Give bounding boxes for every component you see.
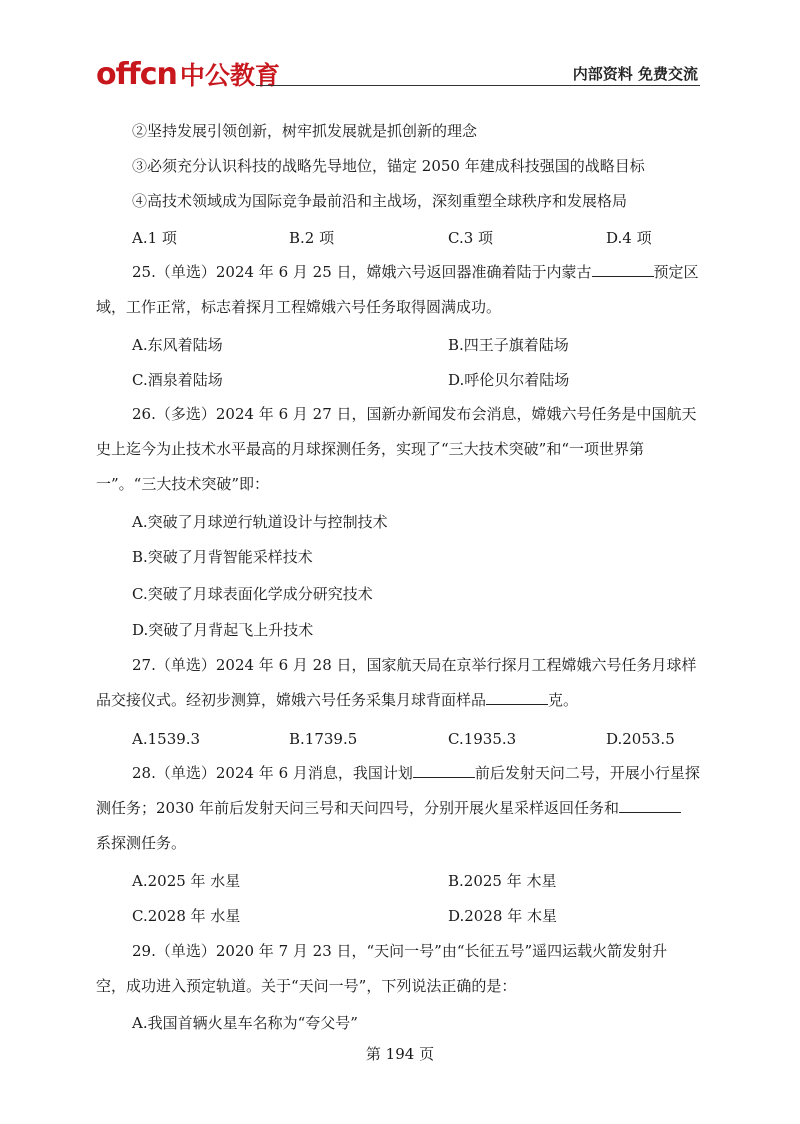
question-28-stem: 28.（单选）2024 年 6 月消息，我国计划: [132, 764, 413, 782]
question-26-line-2: 史上迄今为止技术水平最高的月球探测任务，实现了“三大技术突破”和“一项世界第: [96, 440, 645, 458]
question-27-stem: 品交接仪式。经初步测算，嫦娥六号任务采集月球背面样品: [96, 691, 487, 709]
question-25-line-2: 域，工作正常，标志着探月工程嫦娥六号任务取得圆满成功。: [96, 298, 502, 316]
fill-blank: [486, 690, 548, 705]
question-25-stem: 25.（单选）2024 年 6 月 25 日，嫦娥六号返回器准确着陆于内蒙古: [132, 263, 592, 281]
header-rule: [256, 85, 700, 86]
q27-option-a: A.1539.3: [132, 730, 201, 748]
q27-option-d: D.2053.5: [606, 730, 675, 748]
question-29-line-2: 空，成功进入预定轨道。关于“天问一号”，下列说法正确的是：: [96, 977, 517, 995]
fill-blank: [619, 798, 681, 813]
page-header: [96, 56, 700, 90]
q28-option-c: C.2028 年 水星: [132, 907, 241, 925]
page-number: 第 194 页: [365, 1045, 435, 1063]
statement-3: ③必须充分认识科技的战略先导地位，锚定 2050 年建成科技强国的战略目标: [132, 157, 645, 175]
question-26-line-1: 26.（多选）2024 年 6 月 27 日，国新办新闻发布会消息，嫦娥六号任务是中国航天: [132, 405, 697, 423]
question-28-line-2: [96, 798, 681, 818]
q25-option-d: D.呼伦贝尔着陆场: [448, 371, 570, 389]
question-25-line-1: [132, 262, 699, 282]
q26-option-c: C.突破了月球表面化学成分研究技术: [132, 585, 373, 603]
statement-4: ④高技术领域成为国际竞争最前沿和主战场，深刻重塑全球秩序和发展格局: [132, 192, 628, 210]
q28-option-b: B.2025 年 木星: [448, 872, 557, 890]
statement-2: ②坚持发展引领创新，树牢抓发展就是抓创新的理念: [132, 122, 478, 140]
option-d: D.4 项: [606, 229, 652, 247]
option-a: A.1 项: [132, 229, 177, 247]
fill-blank: [592, 262, 654, 277]
question-26-line-3: 一”。“三大技术突破”即：: [96, 475, 270, 493]
question-29-line-1: 29.（单选）2020 年 7 月 23 日，“天问一号”由“长征五号”遥四运载火箭发射升: [132, 942, 668, 960]
logo-latin-text: offcn: [96, 57, 177, 92]
question-27-stem-end: 克。: [548, 691, 579, 709]
question-28-stem-mid: 前后发射天问二号，开展小行星探: [474, 764, 700, 782]
question-25-stem-end: 预定区: [653, 263, 699, 281]
header-note: 内部资料 免费交流: [572, 65, 698, 83]
question-27-line-1: 27.（单选）2024 年 6 月 28 日，国家航天局在京举行探月工程嫦娥六号任务月球样: [132, 656, 697, 674]
option-b: B.2 项: [289, 229, 335, 247]
q25-option-b: B.四王子旗着陆场: [448, 336, 569, 354]
q27-option-b: B.1739.5: [289, 730, 358, 748]
q29-option-a: A.我国首辆火星车名称为“夸父号”: [132, 1014, 358, 1032]
q25-option-c: C.酒泉着陆场: [132, 371, 223, 389]
q27-option-c: C.1935.3: [448, 730, 517, 748]
q25-option-a: A.东风着陆场: [132, 336, 223, 354]
question-28-line-1: [132, 763, 700, 783]
option-c: C.3 项: [448, 229, 494, 247]
question-28-stem-2: 测任务；2030 年前后发射天问三号和天问四号，分别开展火星采样返回任务和: [96, 799, 619, 817]
q26-option-b: B.突破了月背智能采样技术: [132, 548, 313, 566]
logo-chinese-text: 中公教育: [179, 61, 280, 90]
q28-option-d: D.2028 年 木星: [448, 907, 557, 925]
q26-option-d: D.突破了月背起飞上升技术: [132, 621, 314, 639]
offcn-logo: [96, 56, 280, 90]
fill-blank: [413, 763, 475, 778]
question-27-line-2: [96, 690, 578, 710]
q28-option-a: A.2025 年 水星: [132, 872, 241, 890]
question-28-line-3: 系探测任务。: [96, 834, 187, 852]
q26-option-a: A.突破了月球逆行轨道设计与控制技术: [132, 513, 388, 531]
